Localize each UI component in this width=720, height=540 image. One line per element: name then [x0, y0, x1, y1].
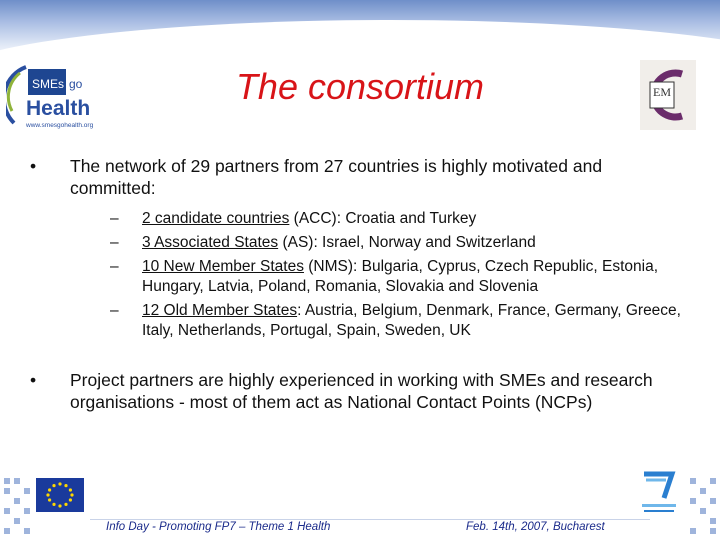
em-logo	[640, 60, 696, 130]
page-title: The consortium	[235, 66, 485, 107]
em-logo-letters: EM	[653, 85, 671, 99]
associated-states-link[interactable]: 3 Associated States	[142, 234, 279, 251]
bullet-marker: •	[30, 156, 37, 176]
list-item-text: (AS): Israel, Norway and Switzerland	[278, 234, 536, 251]
decorative-squares-right	[680, 474, 720, 540]
footer-event-text: Info Day - Promoting FP7 – Theme 1 Health	[106, 521, 331, 533]
list-item-text: : Austria, Belgium, Denmark, France, Germany, Greece, Italy, Netherlands, Portugal, Spain, Sweden, UK	[142, 302, 681, 339]
footer-date-text: Feb. 14th, 2007, Bucharest	[466, 521, 605, 533]
list-item: – 12 Old Member States: Austria, Belgium, Denmark, France, Germany, Greece, Italy, Netherlands, Portugal, Spain, Sweden, UK	[110, 302, 681, 339]
bullet-partners-text: Project partners are highly experienced in working with SMEs and research organisations - most of them act as National Contact Points (NCPs)	[70, 370, 653, 412]
fp7-logo-icon	[636, 468, 682, 520]
logo-health-text: Health	[26, 97, 91, 120]
new-member-states-link[interactable]: 10 New Member States	[142, 258, 304, 275]
bullet-network-text: The network of 29 partners from 27 countries is highly motivated and committed:	[70, 156, 603, 198]
list-item: – 10 New Member States (NMS): Bulgaria, Cyprus, Czech Republic, Estonia, Hungary, Latvia, Poland, Romania, Slovakia and Slovenia	[110, 258, 659, 295]
candidate-countries-link[interactable]: 2 candidate countries	[142, 210, 290, 227]
eu-flag-icon	[36, 478, 84, 512]
header-band	[0, 0, 720, 62]
list-item: – 2 candidate countries (ACC): Croatia and Turkey	[110, 210, 477, 227]
old-member-states-link[interactable]: 12 Old Member States	[142, 302, 298, 319]
bullet-network	[30, 155, 690, 341]
footer-divider	[90, 519, 650, 520]
main-content	[30, 155, 690, 413]
logo-url-text: www.smesgohealth.org	[26, 122, 94, 129]
sub-list	[70, 209, 690, 341]
bullet-partners	[30, 369, 690, 413]
smes-go-health-logo	[6, 63, 96, 141]
list-item-text: (ACC): Croatia and Turkey	[289, 210, 477, 227]
logo-smes-text: SMEs	[32, 77, 65, 91]
list-item-text: (NMS): Bulgaria, Cyprus, Czech Republic, Estonia, Hungary, Latvia, Poland, Romania, Slovakia and Slovenia	[142, 258, 659, 295]
list-item: – 3 Associated States (AS): Israel, Norway and Switzerland	[110, 234, 536, 251]
decorative-squares-left	[0, 474, 40, 540]
bullet-marker: •	[30, 370, 37, 390]
logo-go-text: go	[69, 77, 83, 91]
